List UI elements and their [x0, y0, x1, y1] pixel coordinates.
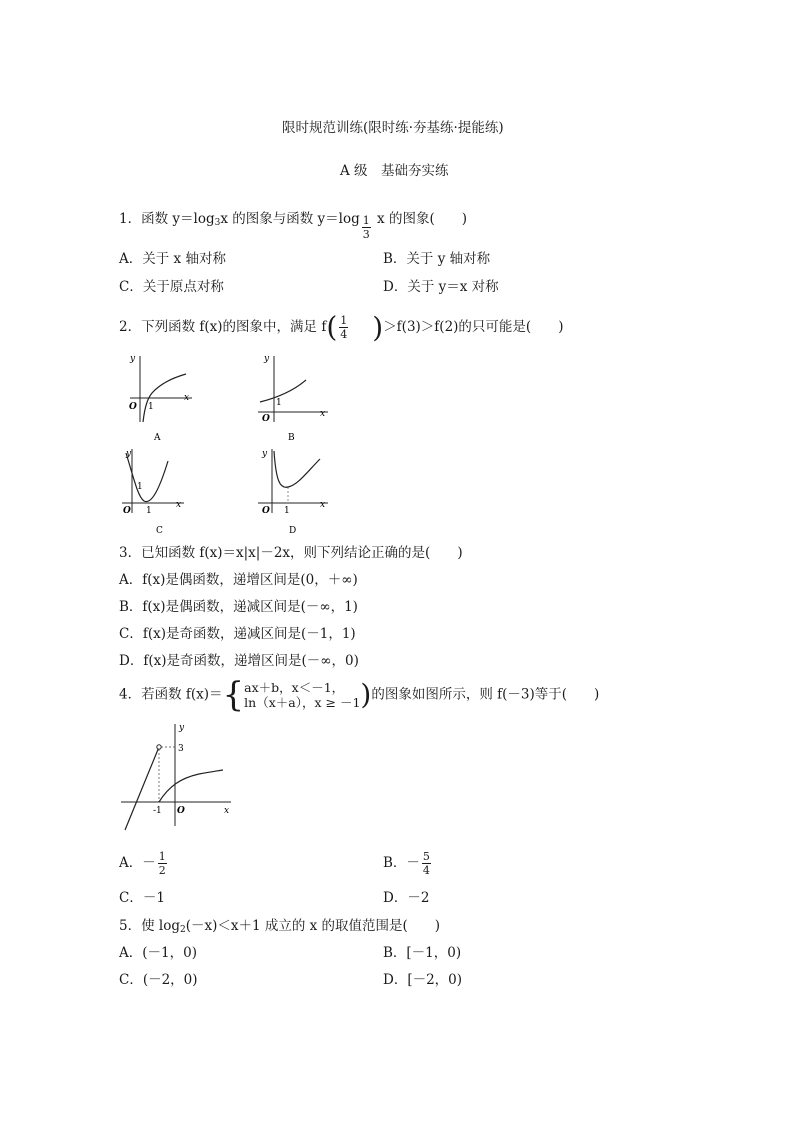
q4-b-den: 4 [422, 864, 430, 877]
q1-log-base: 3 [214, 218, 221, 228]
q4-prefix: 4．若函数 f(x)＝ [119, 686, 223, 703]
q4-option-d: D．－2 [383, 890, 430, 906]
tick-label-x1: 1 [146, 506, 152, 516]
q4-a-den: 2 [158, 864, 166, 877]
q1-suffix: x 的图象( ) [372, 211, 467, 227]
origin-label: O [129, 402, 137, 412]
origin-label: O [177, 806, 185, 816]
origin-label: O [262, 414, 270, 424]
exp-curve [260, 380, 306, 402]
graph-c [112, 447, 197, 537]
q4-b-num: 5 [422, 850, 430, 863]
q4-a-prefix: A．－ [119, 855, 156, 871]
q2-frac-num: 1 [340, 314, 348, 327]
graph-caption: C [156, 526, 163, 536]
q4-option-a [119, 850, 169, 877]
y-label: y [130, 354, 136, 364]
graph-caption: B [288, 433, 295, 443]
q4-a-num: 1 [158, 850, 166, 863]
q5-option-d: D．[－2，0) [383, 972, 463, 988]
y-label: y [126, 449, 132, 459]
question-3-stem: 3．已知函数 f(x)＝x|x|－2x，则下列结论正确的是( ) [119, 545, 463, 561]
question-5-stem [119, 918, 440, 938]
q5-log-base: 2 [179, 925, 186, 935]
q4-piecewise [244, 680, 360, 710]
q5-option-b: B．[－1，0) [383, 945, 462, 961]
q1-fraction [362, 214, 371, 241]
q5-prefix: 5．使 log [119, 918, 180, 934]
origin-label: O [262, 506, 270, 516]
origin-label: O [123, 506, 131, 516]
rational-curve [274, 451, 320, 487]
question-1-stem [119, 206, 467, 241]
q1-frac-num: 1 [362, 214, 370, 227]
tick-label-minus-1: -1 [153, 806, 162, 816]
q4-a-fraction [158, 850, 167, 877]
graph-caption: D [289, 526, 297, 536]
graph-a [112, 350, 197, 445]
x-label: x [224, 806, 230, 816]
linear-segment [125, 747, 159, 830]
x-label: x [176, 500, 182, 510]
tick-label-1: 1 [276, 398, 282, 408]
graph-d [248, 447, 333, 537]
q4-case-2: ln（x＋a），x ≥ －1 [244, 695, 361, 710]
q3-option-c: C．f(x)是奇函数，递减区间是(－1，1) [119, 626, 356, 642]
q1-option-c: C．关于原点对称 [119, 279, 224, 295]
q5-suffix: (－x)＜x＋1 成立的 x 的取值范围是( ) [185, 918, 441, 934]
y-label: y [179, 723, 185, 733]
tick-label-1: 1 [148, 402, 154, 412]
q5-option-c: C．(－2，0) [119, 972, 198, 988]
graph-caption: A [154, 433, 161, 443]
q1-option-a: A．关于 x 轴对称 [119, 251, 226, 267]
x-label: x [320, 500, 326, 510]
q4-option-b [383, 850, 433, 877]
tick-label-3: 3 [178, 744, 184, 754]
q4-b-prefix: B．－ [383, 855, 420, 871]
q3-option-d: D．f(x)是奇函数，递增区间是(－∞，0) [119, 653, 359, 669]
q2-suffix: ＞f(3)＞f(2)的只可能是( ) [383, 319, 564, 335]
tick-label-y1: 1 [137, 482, 143, 492]
q4-case-1: ax＋b，x＜－1， [244, 680, 345, 695]
q4-suffix: 的图象如图所示，则 f(－3)等于( ) [371, 686, 600, 703]
question-2-stem: 2．下列函数 f(x)的图象中，满足 f( $\frac{1}{4}$ )＞f(3)＞f(2)的只可能是( ) [119, 310, 564, 344]
q3-option-a: A．f(x)是偶函数，递增区间是(0，＋∞) [119, 572, 358, 588]
q2-frac-den: 4 [340, 328, 348, 341]
page-title: 限时规范训练(限时练·夯基练·提能练) [282, 120, 504, 136]
q1-mid: x 的图象与函数 y＝log [220, 211, 360, 227]
q4-option-c: C．－1 [119, 890, 165, 906]
q2-fraction [339, 314, 348, 341]
graph-q4 [115, 718, 240, 838]
x-label: x [184, 393, 190, 403]
q1-option-d: D．关于 y＝x 对称 [383, 279, 499, 295]
q4-b-fraction [422, 850, 431, 877]
q5-option-a: A．(－1，0) [119, 945, 197, 961]
q2-prefix: 2．下列函数 f(x)的图象中，满足 f [119, 319, 327, 335]
open-point [157, 745, 161, 749]
tick-label-1: 1 [284, 506, 290, 516]
y-label: y [264, 354, 270, 364]
q3-option-b: B．f(x)是偶函数，递减区间是(－∞，1) [119, 599, 358, 615]
x-label: x [320, 409, 326, 419]
y-label: y [262, 449, 268, 459]
section-heading: A 级 基础夯实练 [340, 163, 449, 179]
q1-frac-den: 3 [362, 228, 370, 241]
graph-b [248, 350, 333, 445]
q1-prefix: 1．函数 y＝log [119, 211, 215, 227]
q1-option-b: B．关于 y 轴对称 [383, 251, 491, 267]
log-curve [159, 770, 223, 802]
question-4-stem: 4．若函数 f(x)＝{ ax＋b，x＜－1， ln（x＋a），x ≥ －1 )的图象如图所示，则 f(－3)等于( ) [119, 675, 600, 715]
